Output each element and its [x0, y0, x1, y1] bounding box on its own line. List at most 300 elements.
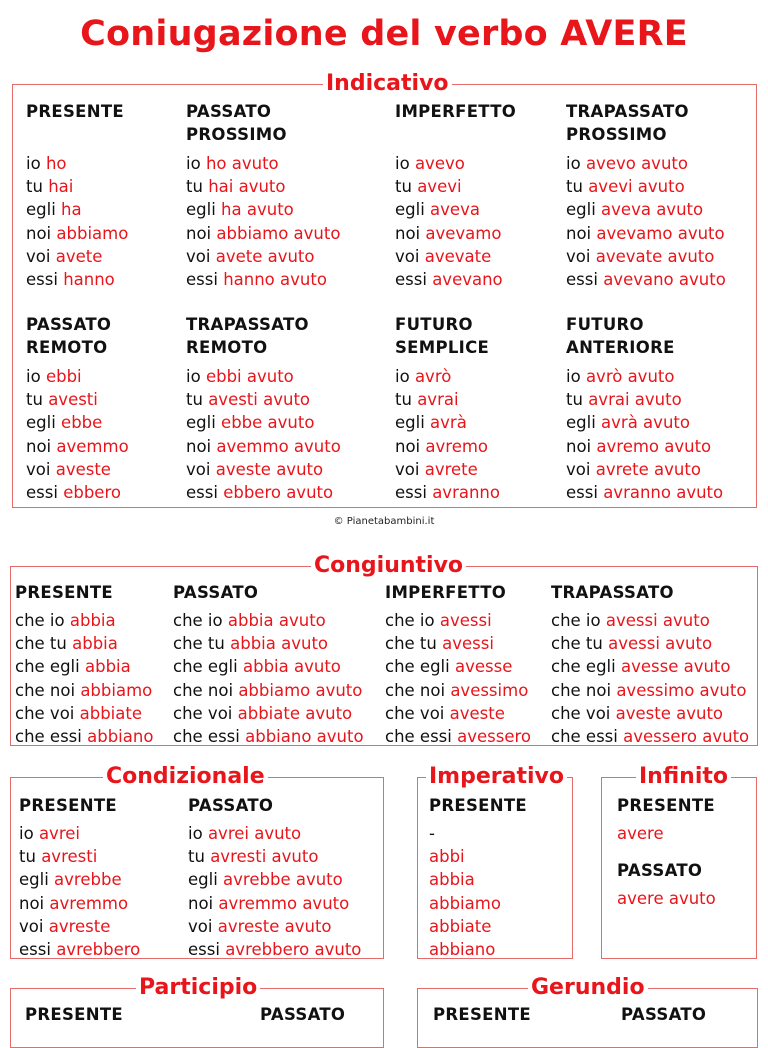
pronoun: voi — [395, 459, 420, 479]
pronoun: che essi — [385, 727, 452, 747]
pronoun: che noi — [385, 680, 446, 700]
conjugation-row — [395, 222, 516, 245]
conjugation-row — [186, 268, 340, 291]
pronoun: tu — [186, 390, 203, 410]
conjugation-row — [19, 892, 140, 915]
conjugation-row — [188, 915, 361, 938]
conjugation-row — [186, 411, 341, 434]
conjugation-row — [186, 222, 340, 245]
verb-form: avessimo — [450, 680, 529, 700]
tense-imperativo-presente — [429, 794, 527, 961]
tense-congiuntivo-imperfetto — [385, 581, 531, 748]
conjugation-row — [385, 725, 531, 748]
pronoun: noi — [395, 436, 421, 456]
conjugation-row — [19, 868, 140, 891]
imperativo-title: Imperativo — [426, 762, 567, 792]
conjugation-row — [173, 632, 364, 655]
conjugation-row — [551, 725, 749, 748]
pronoun: voi — [26, 246, 51, 266]
verb-form: avresti avuto — [210, 847, 319, 867]
tense-header: PRESENTE — [429, 796, 527, 815]
verb-form: ho avuto — [205, 154, 279, 173]
pronoun: che voi — [173, 703, 233, 723]
conjugation-row — [566, 411, 723, 434]
tense-header: PRESENTE — [15, 583, 113, 602]
conjugation-row — [566, 435, 723, 458]
condizionale-title: Condizionale — [103, 762, 268, 792]
verb-form: avremmo avuto — [218, 893, 350, 913]
conjugation-row — [395, 175, 516, 198]
conjugation-row — [19, 915, 140, 938]
pronoun: io — [26, 367, 41, 386]
verb-form: avete avuto — [215, 246, 315, 266]
conjugation-row — [186, 458, 341, 481]
conjugation-row — [19, 938, 140, 961]
pronoun: che egli — [15, 657, 80, 677]
conjugation-row — [395, 388, 500, 411]
participio-section — [10, 975, 384, 1048]
tense-header: PASSATO — [188, 796, 274, 815]
verb-form: abbia — [84, 657, 131, 677]
pronoun: egli — [186, 413, 216, 433]
conjugation-row — [186, 481, 341, 504]
pronoun: io — [395, 367, 410, 386]
pronoun: noi — [26, 223, 52, 243]
participio-passato-header: PASSATO — [260, 1005, 346, 1024]
pronoun: tu — [566, 390, 583, 410]
pronoun: essi — [188, 940, 220, 960]
pronoun: che io — [15, 611, 65, 630]
tense-header: PASSATO — [173, 583, 259, 602]
pronoun: che essi — [173, 727, 240, 747]
verb-form: avessi — [442, 634, 494, 654]
verb-form: avemmo — [56, 436, 129, 456]
tense-indicativo-trapassato-remoto — [186, 313, 341, 504]
verb-form: ebbi avuto — [205, 367, 294, 386]
conjugation-row — [26, 152, 128, 175]
verb-form: avrebbero avuto — [225, 940, 362, 960]
indicativo-section — [12, 71, 757, 508]
tense-header: IMPERFETTO — [385, 583, 507, 602]
tense-indicativo-futuro-semplice — [395, 313, 500, 504]
conjugation-row — [385, 609, 531, 632]
tense-header: TRAPASSATO — [566, 102, 689, 121]
pronoun: che voi — [551, 703, 611, 723]
verb-form: abbia avuto — [227, 611, 326, 630]
pronoun: tu — [395, 390, 412, 410]
verb-form: aveste — [55, 459, 111, 479]
pronoun: noi — [188, 893, 214, 913]
verb-form: ebbe — [61, 413, 103, 433]
pronoun: egli — [566, 413, 596, 433]
verb-form: aveste avuto — [615, 703, 724, 723]
tense-header: FUTURO — [566, 315, 644, 334]
conjugation-row — [19, 845, 140, 868]
conjugation-row — [188, 822, 361, 845]
tense-header: PRESENTE — [26, 102, 124, 121]
pronoun: voi — [26, 459, 51, 479]
conjugation-row — [395, 411, 500, 434]
conjugation-row — [186, 435, 341, 458]
conjugation-row — [26, 411, 129, 434]
tense-header: PRESENTE — [19, 796, 117, 815]
condizionale-section — [10, 764, 384, 960]
pronoun: noi — [19, 893, 45, 913]
conjugation-row — [26, 435, 129, 458]
conjugation-row — [429, 845, 527, 868]
imperativo-section — [417, 764, 573, 960]
verb-form: avete — [55, 246, 103, 266]
verb-form: avesti — [48, 390, 98, 410]
verb-form: aveva avuto — [601, 200, 704, 220]
verb-form: avremo — [425, 436, 489, 456]
pronoun: essi — [19, 940, 51, 960]
verb-form: avessero avuto — [623, 727, 750, 747]
conjugation-row — [188, 845, 361, 868]
pronoun: egli — [395, 413, 425, 433]
conjugation-row — [173, 702, 364, 725]
conjugation-row — [566, 198, 726, 221]
conjugation-row — [186, 175, 340, 198]
pronoun: tu — [26, 177, 43, 197]
tense-indicativo-trapassato-prossimo — [566, 100, 726, 291]
conjugation-row — [173, 655, 364, 678]
verb-form: avevo avuto — [585, 154, 688, 173]
verb-form: avranno — [432, 483, 500, 503]
conjugation-row — [173, 609, 364, 632]
pronoun: noi — [186, 223, 212, 243]
conjugation-row — [566, 365, 723, 388]
pronoun: voi — [566, 459, 591, 479]
tense-indicativo-passato-prossimo — [186, 100, 340, 291]
pronoun: essi — [186, 270, 218, 290]
conjugation-row — [395, 268, 516, 291]
conjugation-row — [551, 632, 749, 655]
verb-form: avreste avuto — [217, 916, 332, 936]
verb-form: avevi avuto — [588, 177, 685, 197]
pronoun: essi — [26, 270, 58, 290]
conjugation-row — [26, 365, 129, 388]
pronoun: egli — [26, 200, 56, 220]
pronoun: essi — [186, 483, 218, 503]
conjugation-row — [188, 938, 361, 961]
conjugation-row — [385, 632, 531, 655]
conjugation-row — [429, 822, 527, 845]
tense-header: TRAPASSATO — [551, 583, 674, 602]
pronoun: che essi — [15, 727, 82, 747]
verb-form: ebbero — [63, 483, 121, 503]
conjugation-row — [551, 702, 749, 725]
conjugation-row — [395, 198, 516, 221]
conjugation-row — [395, 458, 500, 481]
verb-form: abbia — [69, 611, 116, 630]
pronoun: tu — [188, 847, 205, 867]
pronoun: io — [19, 824, 34, 843]
verb-form: avrebbe — [54, 870, 122, 890]
tense-indicativo-imperfetto — [395, 100, 516, 291]
tense-header: FUTURO — [395, 315, 473, 334]
verb-form: hanno — [63, 270, 115, 290]
verb-form: hanno avuto — [223, 270, 327, 290]
verb-form: avemmo avuto — [216, 436, 341, 456]
pronoun: io — [566, 367, 581, 386]
conjugation-row — [566, 481, 723, 504]
conjugation-row — [15, 632, 153, 655]
conjugation-row — [19, 822, 140, 845]
conjugation-row — [385, 702, 531, 725]
conjugation-row — [15, 702, 153, 725]
conjugation-row — [429, 938, 527, 961]
verb-form: avevate avuto — [595, 246, 715, 266]
conjugation-row — [15, 725, 153, 748]
verb-form: avevo — [414, 154, 465, 173]
verb-form: avrò avuto — [585, 367, 675, 386]
verb-form: ha avuto — [221, 200, 294, 220]
tense-header-line2: PROSSIMO — [186, 125, 287, 144]
verb-form: avrò — [414, 367, 452, 386]
verb-form: abbiamo — [56, 223, 129, 243]
tense-header: IMPERFETTO — [395, 102, 517, 121]
verb-form: avrai — [417, 390, 459, 410]
pronoun: che io — [385, 611, 435, 630]
verb-form: abbia avuto — [242, 657, 341, 677]
verb-form: avranno avuto — [603, 483, 724, 503]
verb-form: abbia avuto — [230, 634, 329, 654]
pronoun: essi — [566, 483, 598, 503]
pronoun: tu — [186, 177, 203, 197]
pronoun: voi — [19, 916, 44, 936]
tense-header-line2: REMOTO — [186, 338, 268, 357]
conjugation-row — [566, 222, 726, 245]
pronoun: io — [395, 154, 410, 173]
conjugation-row — [395, 245, 516, 268]
infinito-presente-header: PRESENTE — [617, 796, 715, 815]
congiuntivo-section — [10, 553, 758, 747]
verb-form: avreste — [48, 916, 111, 936]
pronoun: noi — [566, 436, 592, 456]
pronoun: che io — [551, 611, 601, 630]
verb-form: avrete — [424, 459, 478, 479]
conjugation-row — [26, 481, 129, 504]
pronoun: io — [186, 367, 201, 386]
verb-form: aveva — [430, 200, 480, 220]
verb-form: avevate — [424, 246, 492, 266]
verb-form: avrete avuto — [595, 459, 701, 479]
tense-congiuntivo-passato — [173, 581, 364, 748]
pronoun: io — [186, 154, 201, 173]
conjugation-row — [395, 152, 516, 175]
pronoun: tu — [19, 847, 36, 867]
verb-form: aveste — [449, 703, 505, 723]
conjugation-row — [26, 458, 129, 481]
pronoun: tu — [395, 177, 412, 197]
verb-form: abbiamo — [80, 680, 153, 700]
tense-indicativo-passato-remoto — [26, 313, 129, 504]
gerundio-passato-header: PASSATO — [621, 1005, 707, 1024]
pronoun: egli — [566, 200, 596, 220]
conjugation-row — [173, 679, 364, 702]
pronoun: che egli — [385, 657, 450, 677]
pronoun: che egli — [551, 657, 616, 677]
verb-form: ebbi — [45, 367, 82, 386]
verb-form: ho — [45, 154, 67, 173]
indicativo-title: Indicativo — [323, 69, 452, 99]
verb-form: avevamo avuto — [596, 223, 725, 243]
verb-form: avessimo avuto — [616, 680, 747, 700]
verb-form: abbia — [429, 870, 475, 890]
gerundio-title: Gerundio — [528, 973, 648, 1003]
pronoun: - — [429, 824, 435, 843]
pronoun: voi — [186, 459, 211, 479]
conjugation-row — [26, 388, 129, 411]
tense-header-line2: ANTERIORE — [566, 338, 675, 357]
pronoun: essi — [395, 270, 427, 290]
pronoun: che tu — [15, 634, 67, 654]
pronoun: egli — [186, 200, 216, 220]
tense-header-line2: SEMPLICE — [395, 338, 490, 357]
conjugation-row — [566, 458, 723, 481]
conjugation-row — [186, 198, 340, 221]
conjugation-row — [385, 655, 531, 678]
copyright-note: © Pianetabambini.it — [333, 516, 435, 527]
verb-form: avrei avuto — [207, 824, 302, 843]
infinito-section — [601, 764, 757, 959]
verb-form: abbiano avuto — [245, 727, 364, 747]
conjugation-row — [429, 892, 527, 915]
conjugation-row — [26, 198, 128, 221]
conjugation-row — [173, 725, 364, 748]
pronoun: io — [26, 154, 41, 173]
pronoun: noi — [395, 223, 421, 243]
verb-form: abbiamo avuto — [216, 223, 341, 243]
pronoun: voi — [566, 246, 591, 266]
verb-form: avessi — [439, 611, 492, 630]
verb-form: abbiano — [87, 727, 154, 747]
verb-form: avessi avuto — [608, 634, 713, 654]
verb-form: avesti avuto — [208, 390, 311, 410]
conjugation-row — [188, 868, 361, 891]
verb-form: hai — [48, 177, 74, 197]
verb-form: avresti — [41, 847, 98, 867]
verb-form: avrebbero — [56, 940, 141, 960]
verb-form: avrai avuto — [588, 390, 682, 410]
tense-header-line2: REMOTO — [26, 338, 108, 357]
conjugation-row — [26, 222, 128, 245]
verb-form: aveste avuto — [215, 459, 324, 479]
conjugation-row — [551, 679, 749, 702]
tense-congiuntivo-trapassato — [551, 581, 749, 748]
gerundio-presente-header: PRESENTE — [433, 1005, 531, 1024]
verb-form: avrà — [430, 413, 467, 433]
pronoun: voi — [188, 916, 213, 936]
verb-form: abbiamo — [429, 893, 501, 913]
infinito-passato-header: PASSATO — [617, 861, 703, 881]
verb-form: abbiate avuto — [237, 703, 353, 723]
verb-form: avremmo — [49, 893, 129, 913]
pronoun: egli — [19, 870, 49, 890]
infinito-passato-value: avere avuto — [617, 889, 716, 909]
pronoun: che noi — [551, 680, 612, 700]
conjugation-row — [551, 609, 749, 632]
verb-form: avesse avuto — [620, 657, 731, 677]
pronoun: che tu — [551, 634, 603, 654]
infinito-presente-value: avere — [617, 824, 664, 843]
verb-form: avrei — [38, 824, 80, 843]
pronoun: noi — [186, 436, 212, 456]
verb-form: abbiamo avuto — [238, 680, 363, 700]
gerundio-section — [417, 975, 758, 1048]
pronoun: io — [566, 154, 581, 173]
verb-form: abbia — [72, 634, 118, 654]
pronoun: tu — [566, 177, 583, 197]
conjugation-row — [186, 388, 341, 411]
pronoun: che io — [173, 611, 223, 630]
conjugation-row — [15, 655, 153, 678]
pronoun: essi — [566, 270, 598, 290]
verb-form: avremo avuto — [596, 436, 712, 456]
conjugation-row — [429, 868, 527, 891]
verb-form: ha — [61, 200, 82, 220]
tense-header-line2: PROSSIMO — [566, 125, 667, 144]
conjugation-row — [186, 365, 341, 388]
pronoun: egli — [26, 413, 56, 433]
conjugation-row — [566, 152, 726, 175]
tense-condizionale-presente — [19, 794, 140, 961]
pronoun: che voi — [385, 703, 445, 723]
conjugation-row — [566, 175, 726, 198]
conjugation-row — [186, 245, 340, 268]
verb-form: abbiate — [429, 916, 492, 936]
verb-form: avrà avuto — [601, 413, 690, 433]
verb-form: avessero — [457, 727, 531, 747]
pronoun: voi — [186, 246, 211, 266]
pronoun: che noi — [173, 680, 234, 700]
conjugation-row — [566, 245, 726, 268]
participio-presente-header: PRESENTE — [25, 1005, 123, 1024]
pronoun: noi — [566, 223, 592, 243]
conjugation-row — [186, 152, 340, 175]
tense-header: PASSATO — [26, 315, 112, 334]
participio-title: Participio — [136, 973, 260, 1003]
pronoun: essi — [26, 483, 58, 503]
pronoun: voi — [395, 246, 420, 266]
tense-indicativo-presente — [26, 100, 128, 291]
verb-form: hai avuto — [208, 177, 286, 197]
page-title: Coniugazione del verbo AVERE — [80, 14, 688, 54]
pronoun: che noi — [15, 680, 76, 700]
conjugation-row — [551, 655, 749, 678]
pronoun: che tu — [173, 634, 225, 654]
tense-header: TRAPASSATO — [186, 315, 309, 334]
congiuntivo-title: Congiuntivo — [311, 551, 466, 581]
verb-form: avessi avuto — [605, 611, 710, 630]
tense-header: PASSATO — [186, 102, 272, 121]
conjugation-row — [385, 679, 531, 702]
conjugation-row — [429, 915, 527, 938]
pronoun: egli — [395, 200, 425, 220]
pronoun: che tu — [385, 634, 437, 654]
verb-form: avevano avuto — [603, 270, 726, 290]
verb-form: ebbero avuto — [223, 483, 334, 503]
verb-form: abbiano — [429, 940, 496, 960]
conjugation-row — [395, 481, 500, 504]
verb-form: ebbe avuto — [221, 413, 315, 433]
verb-form: avevamo — [425, 223, 502, 243]
tense-indicativo-futuro-anteriore — [566, 313, 723, 504]
conjugation-row — [15, 609, 153, 632]
pronoun: che egli — [173, 657, 238, 677]
verb-form: avrebbe avuto — [223, 870, 343, 890]
